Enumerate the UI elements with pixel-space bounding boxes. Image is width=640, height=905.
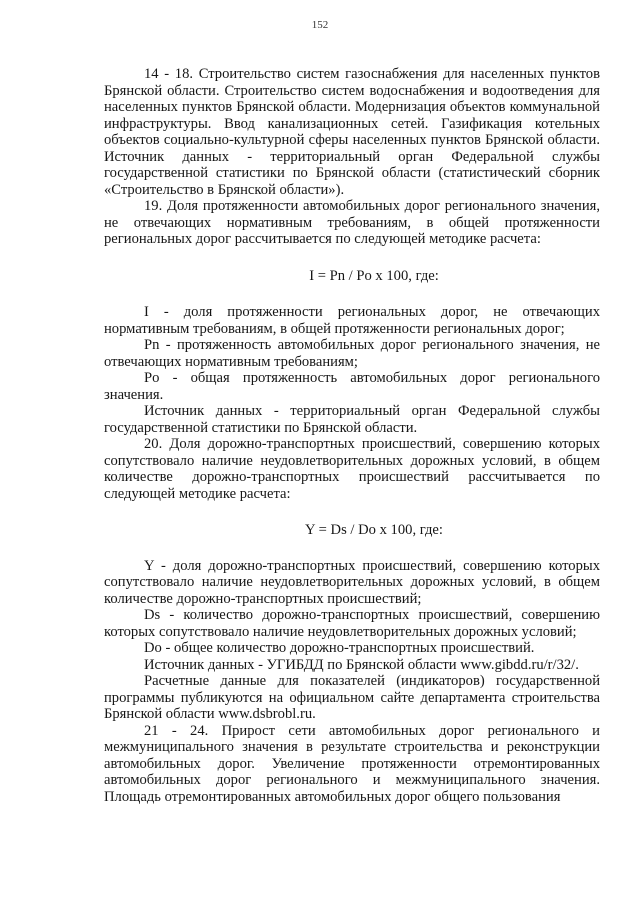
paragraph-definition-pn: Pn - протяженность автомобильных дорог регионального значения, не отвечающих нормативным требованиям; bbox=[104, 337, 600, 370]
formula-accident-share: Y = Ds / Do x 100, где: bbox=[305, 522, 443, 538]
paragraph-definition-y: Y - доля дорожно-транспортных происшествий, совершению которых сопутствовало наличие неудовлетворительных дорожных условий, в общем количестве дорожно-транспортных происшествий; bbox=[104, 557, 600, 607]
paragraph-definition-ds: Ds - количество дорожно-транспортных происшествий, совершению которых сопутствовало наличие неудовлетворительных дорожных условий; bbox=[104, 607, 600, 640]
formula-road-share: I = Pn / Po x 100, где: bbox=[309, 267, 439, 284]
paragraph-item-20: 20. Доля дорожно-транспортных происшествий, совершению которых сопутствовало наличие неудовлетворительных дорожных условий, в общем количестве дорожно-транспортных происшествий рассчитывается по следующей методике расчета: bbox=[104, 436, 600, 502]
paragraph-items-14-18: 14 - 18. Строительство систем газоснабжения для населенных пунктов Брянской области. Строительство систем водоснабжения и водоотведения для населенных пунктов Брянской области. Модернизация объектов коммунальной инфраструктуры. Ввод канализационных сетей. Газификация котельных объектов социально-культурной сферы населенных пунктов Брянской области. Источник данных - территориальный орган Федеральной службы государственной статистики по Брянской области (статистический сборник «Строительство в Брянской области»). bbox=[104, 66, 600, 198]
paragraph-item-19: 19. Доля протяженности автомобильных дорог регионального значения, не отвечающих нормативным требованиям, в общей протяженности региональных дорог рассчитывается по следующей методике расчета: bbox=[104, 198, 600, 247]
document-body bbox=[104, 66, 600, 805]
paragraph-publication-note: Расчетные данные для показателей (индикаторов) государственной программы публикуются на официальном сайте департамента строительства Брянской области www.dsbrobl.ru. bbox=[104, 673, 600, 722]
paragraph-source-stat: Источник данных - территориальный орган Федеральной службы государственной статистики по Брянской области. bbox=[104, 403, 600, 436]
paragraph-definition-do: Do - общее количество дорожно-транспортных происшествий. bbox=[144, 640, 535, 656]
paragraph-definition-po: Po - общая протяженность автомобильных дорог регионального значения. bbox=[104, 370, 600, 403]
page-number: 152 bbox=[311, 19, 329, 31]
paragraph-source-gibdd: Источник данных - УГИБДД по Брянской области www.gibdd.ru/r/32/. bbox=[144, 656, 579, 673]
paragraph-definition-i: I - доля протяженности региональных дорог, не отвечающих нормативным требованиям, в общей протяженности региональных дорог; bbox=[104, 304, 600, 337]
paragraph-items-21-24: 21 - 24. Прирост сети автомобильных дорог регионального и межмуниципального значения в результате строительства и реконструкции автомобильных дорог. Увеличение протяженности отремонтированных автомобильных дорог регионального и межмуниципального значения. Площадь отремонтированных автомобильных дорог общего пользования bbox=[104, 722, 600, 805]
